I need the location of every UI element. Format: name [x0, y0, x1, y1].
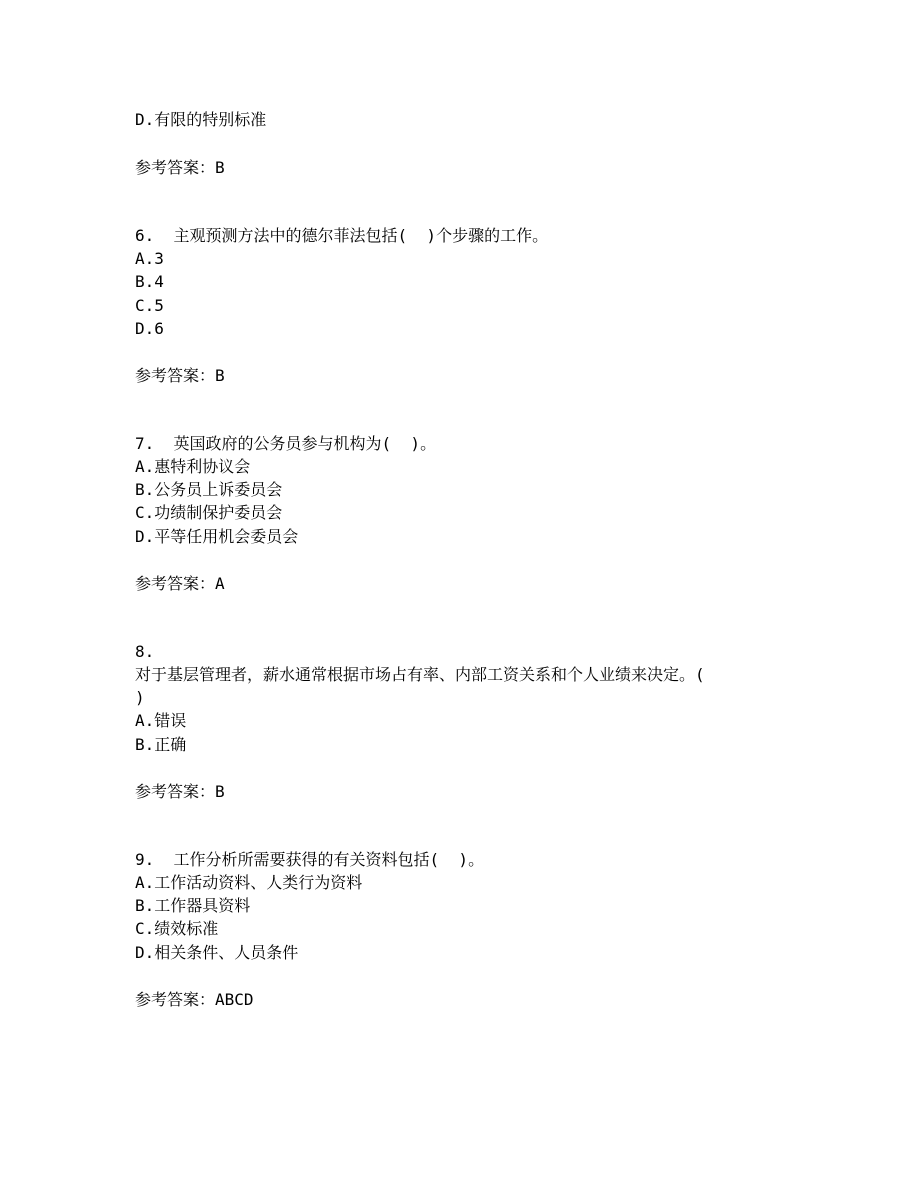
- q7-option-c: C.功绩制保护委员会: [135, 503, 283, 522]
- q5-answer: 参考答案：B: [135, 158, 225, 177]
- q9-option-d: D.相关条件、人员条件: [135, 943, 299, 962]
- q7-option-d: D.平等任用机会委员会: [135, 527, 299, 546]
- q5-option-d: D.有限的特别标准: [135, 110, 267, 129]
- q8-option-b: B.正确: [135, 735, 187, 754]
- q6-answer: 参考答案：B: [135, 366, 225, 385]
- q9-question: 9. 工作分析所需要获得的有关资料包括( )。: [135, 850, 485, 869]
- q7-option-b: B.公务员上诉委员会: [135, 480, 283, 499]
- q8-question-line1: 对于基层管理者，薪水通常根据市场占有率、内部工资关系和个人业绩来决定。(: [135, 665, 705, 684]
- q8-option-a: A.错误: [135, 711, 187, 730]
- q8-number: 8.: [135, 642, 155, 661]
- q9-answer: 参考答案：ABCD: [135, 990, 254, 1009]
- q6-option-b: B.4: [135, 272, 164, 291]
- q7-option-a: A.惠特利协议会: [135, 457, 251, 476]
- q6-option-a: A.3: [135, 249, 164, 268]
- q6-question: 6. 主观预测方法中的德尔菲法包括( )个步骤的工作。: [135, 226, 549, 245]
- q9-option-a: A.工作活动资料、人类行为资料: [135, 873, 363, 892]
- q7-answer: 参考答案：A: [135, 574, 225, 593]
- q6-option-c: C.5: [135, 296, 164, 315]
- q9-option-c: C.绩效标准: [135, 919, 219, 938]
- q6-option-d: D.6: [135, 319, 164, 338]
- q7-question: 7. 英国政府的公务员参与机构为( )。: [135, 434, 437, 453]
- q8-question-line2: ): [135, 688, 145, 707]
- q9-option-b: B.工作器具资料: [135, 896, 251, 915]
- q8-answer: 参考答案：B: [135, 782, 225, 801]
